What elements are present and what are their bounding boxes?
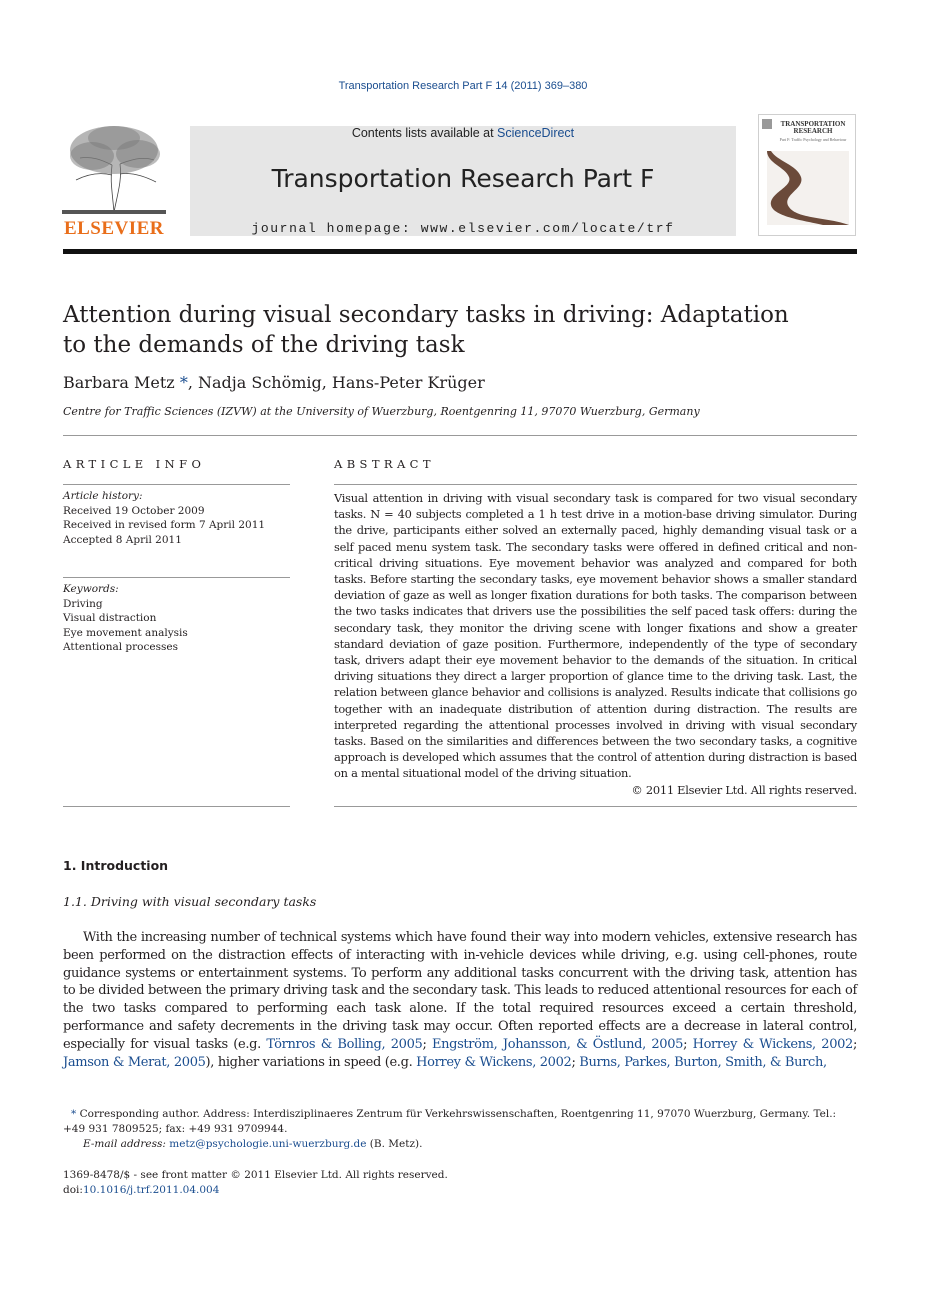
- affiliation: Centre for Traffic Sciences (IZVW) at the University of Wuerzburg, Roentgenring 11, 97070 Wuerzburg, Germany: [63, 405, 700, 418]
- citation-separator: ;: [683, 1036, 693, 1052]
- contents-prefix: Contents lists available at: [351, 126, 498, 140]
- history-received: Received 19 October 2009: [63, 504, 205, 517]
- citation-link[interactable]: Horrey & Wickens, 2002: [416, 1054, 572, 1070]
- history-accepted: Accepted 8 April 2011: [63, 533, 182, 546]
- cover-title: TRANSPORTATION RESEARCH: [780, 120, 846, 135]
- keyword-item: Driving: [63, 597, 103, 610]
- citation-link[interactable]: Burns, Parkes, Burton, Smith, & Burch,: [579, 1054, 827, 1070]
- abstract-copyright: © 2011 Elsevier Ltd. All rights reserved.: [631, 782, 857, 797]
- article-title: Attention during visual secondary tasks in driving: Adaptation to the demands of the driving task: [63, 302, 789, 358]
- tree-logo-icon: [62, 120, 166, 218]
- subsection-heading: 1.1. Driving with visual secondary tasks: [63, 894, 317, 909]
- history-label: Article history:: [63, 490, 143, 502]
- citation-link[interactable]: Jamson & Merat, 2005: [63, 1054, 206, 1070]
- footnote-mark[interactable]: *: [71, 1108, 77, 1120]
- citation-separator: ;: [571, 1054, 580, 1070]
- abstract-bottom-rule: [334, 806, 857, 807]
- abstract-heading: ABSTRACT: [334, 457, 435, 471]
- footnote-text: Corresponding author. Address: Interdisziplinaeres Zentrum für Verkehrswissenschaften, Roentgenring 11, 97070 Wuerzburg, Germany. Tel.: +49 931 7809525; fax: +49 931 9709944.: [63, 1108, 837, 1135]
- intro-paragraph: [63, 929, 857, 1071]
- keywords: [63, 582, 290, 655]
- sciencedirect-link[interactable]: ScienceDirect: [497, 126, 575, 140]
- doi-label: doi:: [63, 1184, 83, 1196]
- abstract-rule: [334, 484, 857, 485]
- citation-separator: ;: [422, 1036, 432, 1052]
- elsevier-wordmark[interactable]: ELSEVIER: [63, 218, 165, 239]
- article-info-heading: ARTICLE INFO: [63, 457, 206, 471]
- abstract-text: Visual attention in driving with visual secondary task is compared for two visual secondary tasks. N = 40 subjects completed a 1 h test drive in a motion-base driving simulator. During the drive, participants either solved an externally paced, highly demanding visual task or a self paced menu system task. The secondary tasks were offered in defined critical and non-critical driving situations. Eye movement behavior was analyzed and compared for both tasks. Before starting the secondary tasks, eye movement behavior shows a smaller standard deviation of gaze as well as longer fixation durations for both tasks. The comparison between the two tasks indicates that drivers use the possibilities the self paced task offers: during the secondary task, they monitor the driving scene with longer fixations and show a greater standard deviation of gaze position. Furthermore, independently of the type of secondary task, drivers adapt their eye movement behavior to the demands of the situation. In critical driving situations they direct a larger proportion of glance time to the driving task. Last, the relation between glance behavior and collisions is analyzed. Results indicate that collisions go together with an inadequate distribution of attention during distraction. The results are interpreted regarding the attentional processes involved in driving with visual secondary tasks. Based on the similarities and differences between the two secondary tasks, a cognitive approach is developed which assumes that the control of attention during distraction is based on a mental situational model of the driving situation.: [334, 491, 857, 781]
- first-author: Barbara Metz: [63, 373, 175, 392]
- cover-road-art: [767, 151, 849, 225]
- history-revised: Received in revised form 7 April 2011: [63, 519, 266, 531]
- journal-homepage[interactable]: journal homepage: www.elsevier.com/locate/trf: [251, 221, 675, 236]
- citation-link[interactable]: Törnros & Bolling, 2005: [266, 1036, 423, 1052]
- journal-reference[interactable]: Transportation Research Part F 14 (2011) 369–380: [338, 80, 588, 92]
- journal-title: Transportation Research Part F: [271, 164, 655, 193]
- citation-link[interactable]: Engström, Johansson, & Östlund, 2005: [431, 1036, 684, 1052]
- doi-line: [63, 1183, 857, 1198]
- abstract-body: [334, 490, 857, 798]
- issn-line: 1369-8478/$ - see front matter © 2011 Elsevier Ltd. All rights reserved.: [63, 1169, 448, 1181]
- cover-subtitle: Part F: Traffic Psychology and Behaviour: [779, 137, 847, 142]
- author-list: [63, 373, 485, 392]
- citation-separator: ), higher variations in speed (e.g.: [205, 1054, 417, 1070]
- issn-block: [63, 1168, 857, 1198]
- header-rule: [63, 249, 857, 254]
- footnote: [63, 1107, 857, 1152]
- journal-cover[interactable]: [758, 114, 856, 236]
- keywords-rule: [63, 577, 290, 578]
- keyword-item: Eye movement analysis: [63, 626, 188, 639]
- keywords-label: Keywords:: [63, 583, 119, 595]
- other-authors: , Nadja Schömig, Hans-Peter Krüger: [187, 373, 485, 392]
- doi-link[interactable]: 10.1016/j.trf.2011.04.004: [82, 1184, 220, 1196]
- contents-line: [190, 126, 736, 140]
- footnote-address: [63, 1107, 857, 1137]
- citation-link[interactable]: Horrey & Wickens, 2002: [692, 1036, 853, 1052]
- email-suffix: (B. Metz).: [366, 1138, 423, 1150]
- citation-separator: ;: [852, 1036, 858, 1052]
- info-bottom-rule: [63, 806, 290, 807]
- corresponding-author-mark[interactable]: *: [179, 373, 188, 392]
- intro-text: With the increasing number of technical systems which have found their way into modern vehicles, extensive research has been performed on the distraction effects of interacting with in-vehicle devices while driving, e.g. using cell-phones, route guidance systems or entertainment systems. To perform any additional tasks concurrent with the driving task, attention has to be divided between the primary driving task and the secondary task. This leads to reduced attentional resources for each of the two tasks compared to performing each task alone. If the total required resources exceed a certain threshold, performance and safety decrements in the driving task may occur. Often reported effects are a decrease in lateral control, especially for visual tasks (e.g.: [63, 930, 857, 1052]
- article-history: [63, 489, 290, 547]
- keyword-item: Attentional processes: [63, 641, 178, 653]
- title-divider: [63, 435, 857, 436]
- section-heading: 1. Introduction: [63, 858, 169, 873]
- footnote-email: [63, 1137, 857, 1152]
- article-info-rule: [63, 484, 290, 485]
- keyword-item: Visual distraction: [63, 612, 157, 624]
- journal-banner: [190, 126, 736, 236]
- email-link[interactable]: metz@psychologie.uni-wuerzburg.de: [169, 1138, 367, 1150]
- cover-small-logo-icon: [762, 119, 772, 129]
- email-label: E-mail address:: [83, 1138, 170, 1150]
- elsevier-logo: [62, 120, 166, 238]
